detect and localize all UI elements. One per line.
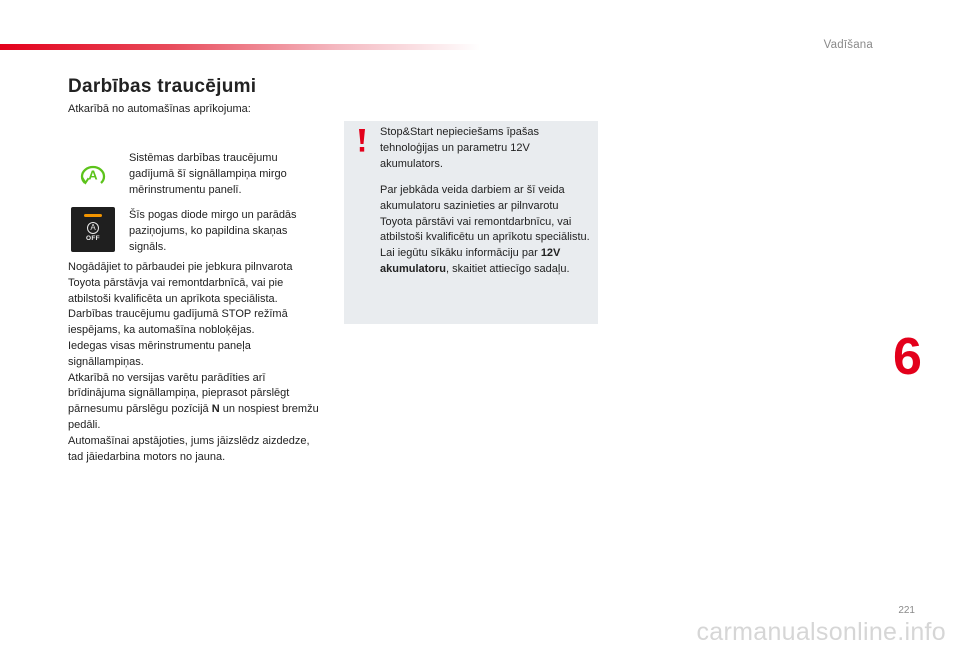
body-line: Nogādājiet to pārbaudei pie jebkura pilnvarota Toyota pārstāvja vai remontdarbnīcā, vai pie atbilstoši kvalificēta un aprīkota speciālista.	[68, 261, 293, 305]
page-title: Darbības traucējumi	[68, 76, 257, 97]
warning-paragraph-2: Par jebkāda veida darbiem ar šī veida akumulatoru sazinieties ar pilnvarotu Toyota pārstāvi vai remontdarbnīcu, vai atbilstoši kvalificētu un aprīkotu speciālistu. Lai iegūtu sīkāku informāciju par 12V akumulatoru, skaitiet attiecīgo sadaļu.	[380, 184, 590, 275]
body-line: Iedegas visas mērinstrumentu paneļa signāllampiņas.	[68, 339, 251, 368]
auto-a-glyph: A	[87, 222, 99, 234]
warning-paragraph-1: Stop&Start nepieciešams īpašas tehnoloģijas un parametru 12V akumulators.	[380, 126, 539, 170]
body-line: Atkarībā no versijas varētu parādīties arī brīdinājuma signāllampiņa, pieprasot pārslēgt pārnesumu pārslēgu pozīcijā	[68, 371, 290, 416]
exclamation-warning-icon	[358, 129, 366, 153]
intro-text: Atkarībā no automašīnas aprīkojuma:	[68, 103, 251, 115]
body-line: un nospiest bremžu pedāli.	[68, 403, 319, 431]
button-led	[84, 214, 102, 217]
a-off-button-icon	[71, 207, 115, 252]
green-a-warning-lamp-icon	[68, 150, 118, 198]
off-button-description: Šīs pogas diode mirgo un parādās paziņojums, ko papildina skaņas signāls.	[129, 209, 297, 253]
gear-n-label: N	[211, 403, 220, 416]
warning-lamp-description: Sistēmas darbības traucējumu gadījumā šī signāllampiņa mirgo mērinstrumentu panelī.	[129, 152, 287, 196]
off-button-row	[68, 207, 324, 255]
warning-lamp-row	[68, 150, 324, 198]
off-label: OFF	[86, 235, 100, 242]
svg-text:A: A	[88, 167, 98, 183]
warning-box	[344, 121, 598, 324]
chapter-number: 6	[893, 328, 922, 386]
troubleshooting-text	[68, 260, 320, 465]
page-number: 221	[898, 605, 915, 616]
section-label: Vadīšana	[823, 39, 873, 51]
battery-link-text: 12V akumulatoru	[380, 247, 561, 275]
body-line: Automašīnai apstājoties, jums jāizslēdz aizdedze, tad jāiedarbina motors no jauna.	[68, 434, 310, 463]
watermark: carmanualsonline.info	[696, 618, 946, 646]
header-accent-bar	[0, 44, 480, 50]
body-line: Darbības traucējumu gadījumā STOP režīmā iespējams, ka automašīna nobloķējas.	[68, 308, 288, 337]
